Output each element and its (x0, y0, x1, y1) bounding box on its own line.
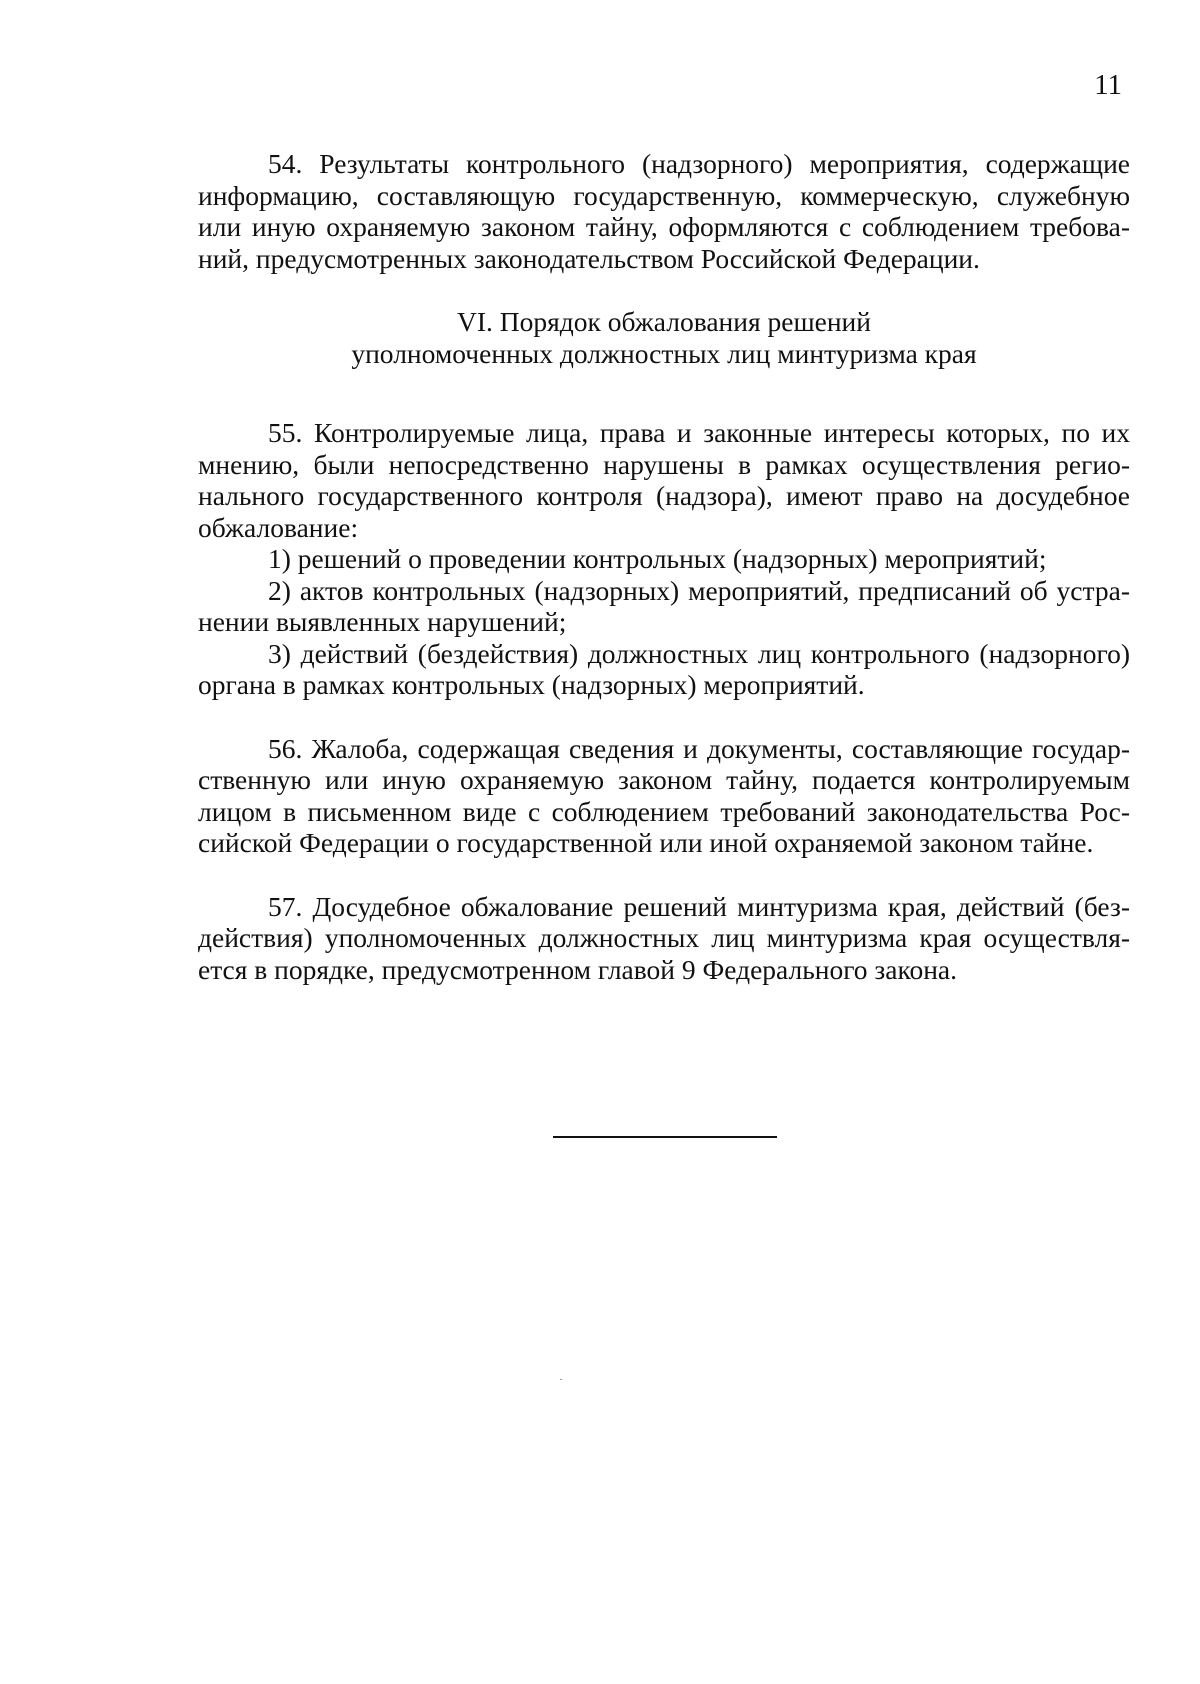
paragraph-line: 55. Контролируемые лица, права и законные интересы которых, по их (268, 417, 1130, 448)
paragraph-line: ственную или иную охраняемую законом тайну, подается контролируемым (198, 764, 1130, 795)
list-item-1: 1) решений о проведении контрольных (надзорных) мероприятий; (268, 543, 1047, 574)
paragraph-line: нального государственного контроля (надзора), имеют право на досудебное (198, 480, 1130, 511)
list-item-2: 2) актов контрольных (надзорных) мероприятий, предписаний об устра- (268, 574, 1130, 606)
paragraph-line: мнению, были непосредственно нарушены в рамках осуществления регио- (198, 448, 1130, 480)
paragraph-line: обжалование: (198, 511, 359, 543)
paragraph-line: сийской Федерации о государственной или иной охраняемой законом тайне. (198, 827, 1094, 858)
scan-speck (560, 1379, 562, 1380)
section-heading-line: уполномоченных должностных лиц минтуризма края (351, 337, 977, 369)
paragraph-line: ется в порядке, предусмотренном главой 9 Федерального закона. (198, 953, 958, 985)
paragraph-line: лицом в письменном виде с соблюдением требований законодательства Рос- (198, 795, 1130, 827)
paragraph-line: ний, предусмотренных законодательством Российской Федерации. (198, 242, 980, 274)
paragraph-line: или иную охраняемую законом тайну, оформляются с соблюдением требова- (198, 211, 1130, 242)
paragraph-56 (198, 733, 1130, 859)
closing-rule (553, 1136, 777, 1138)
list-item-3: 3) действий (бездействия) должностных лиц контрольного (надзорного) (268, 637, 1130, 669)
paragraph-line: информацию, составляющую государственную, коммерческую, служебную (198, 179, 1130, 211)
paragraph-57 (198, 891, 1130, 986)
section-heading-line: VI. Порядок обжалования решений (456, 306, 871, 337)
paragraph-line: 56. Жалоба, содержащая сведения и документы, составляющие государ- (268, 732, 1130, 764)
list-item-3-continued: органа в рамках контрольных (надзорных) мероприятий. (198, 669, 865, 700)
section-heading (198, 306, 1130, 369)
list-item-2-continued: нении выявленных нарушений; (198, 606, 567, 637)
page-number: 11 (1094, 69, 1122, 101)
paragraph-line: 57. Досудебное обжалование решений минтуризма края, действий (без- (268, 890, 1130, 922)
document-body (198, 148, 1130, 985)
paragraph-55 (198, 417, 1130, 701)
paragraph-line: 54. Результаты контрольного (надзорного) мероприятия, содержащие (268, 148, 1130, 179)
paragraph-54 (198, 148, 1130, 274)
paragraph-line: действия) уполномоченных должностных лиц минтуризма края осуществля- (198, 922, 1130, 953)
